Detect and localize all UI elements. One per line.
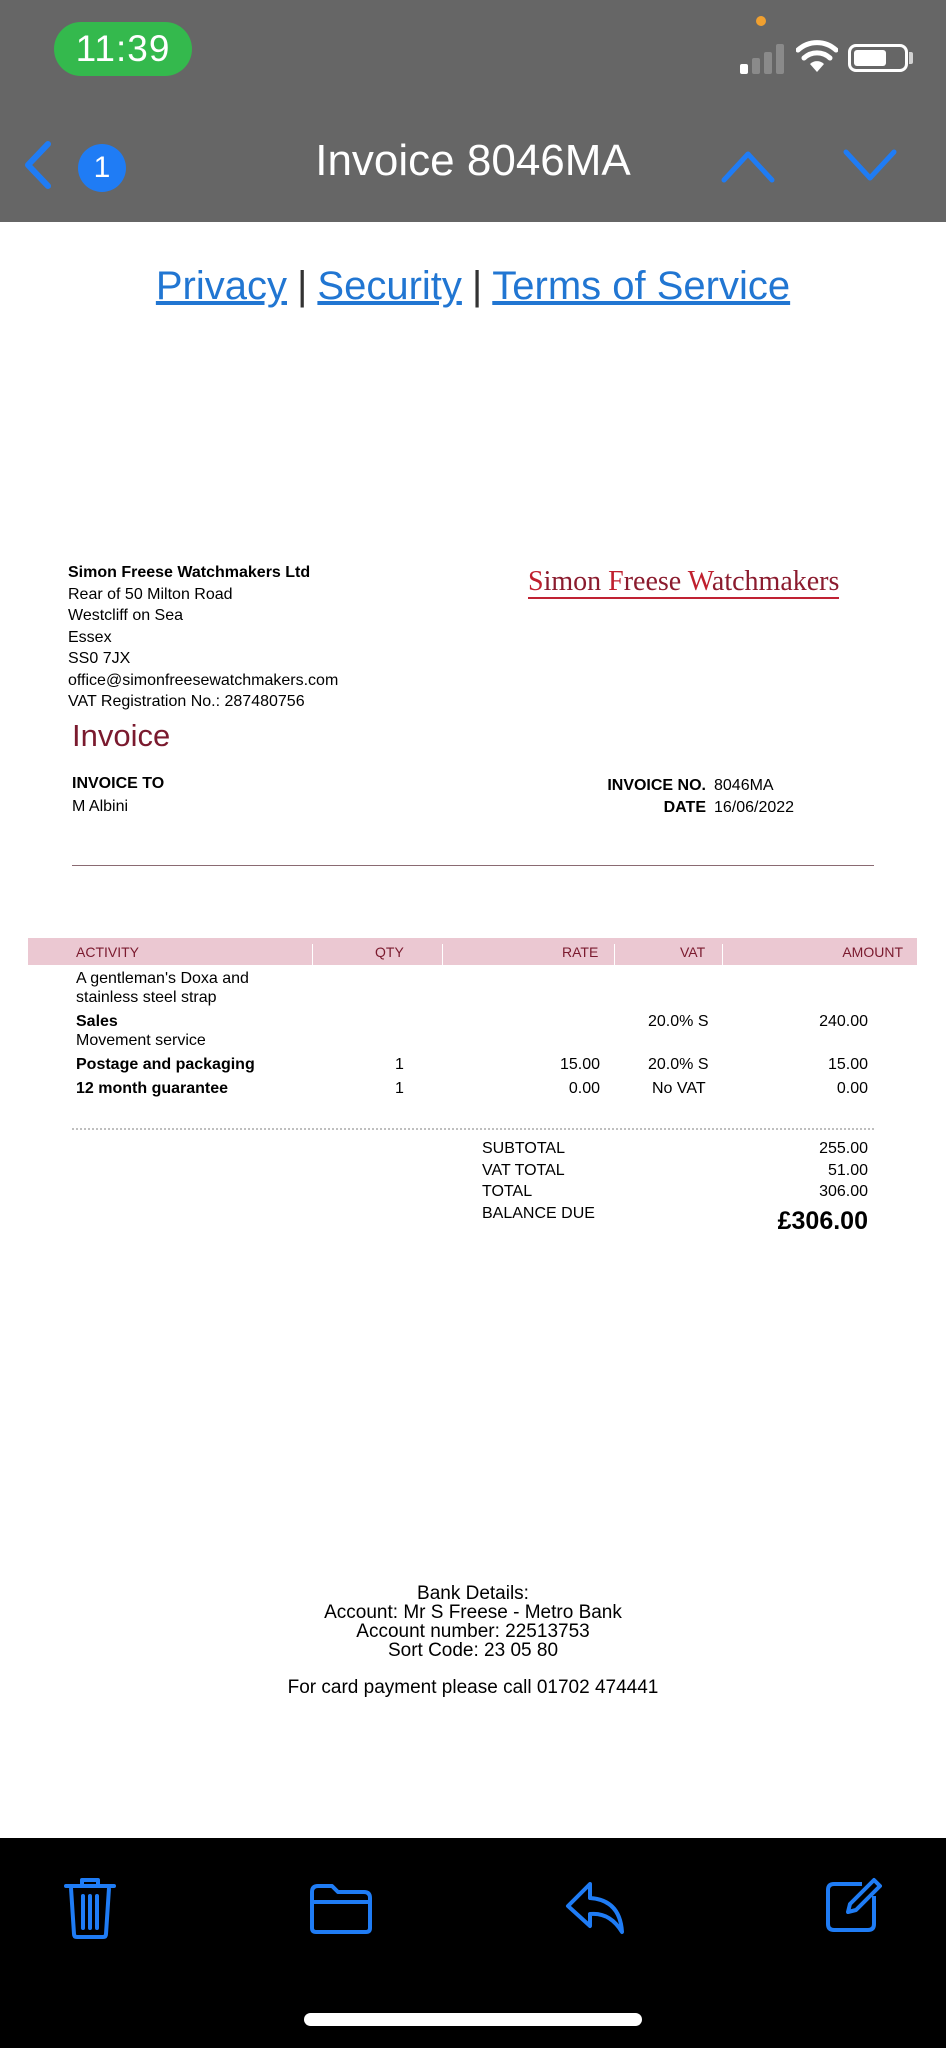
item-rate: 0.00 — [568, 1080, 600, 1097]
invoice-to-label: INVOICE TO — [72, 775, 165, 792]
home-indicator[interactable] — [304, 2013, 642, 2026]
item-description: Movement service — [76, 1032, 206, 1049]
wifi-icon — [796, 40, 838, 74]
company-details — [68, 562, 338, 713]
totals-block — [482, 1140, 868, 1235]
company-email[interactable]: office@simonfreesewatchmakers.com — [68, 671, 339, 689]
dotted-divider — [72, 1128, 874, 1130]
address-line: Westcliff on Sea — [68, 607, 184, 624]
vat-total-label: VAT TOTAL — [482, 1161, 565, 1179]
bank-account-number: Account number: 22513753 — [356, 1621, 590, 1642]
invoice-to-value: M Albini — [72, 798, 129, 815]
column-header-rate: RATE — [562, 944, 599, 960]
invoice-heading: Invoice — [72, 718, 171, 753]
bank-account: Account: Mr S Freese - Metro Bank — [324, 1602, 622, 1623]
company-name: Simon Freese Watchmakers Ltd — [68, 564, 311, 581]
invoice-date-value: 16/06/2022 — [714, 799, 795, 816]
balance-due-label: BALANCE DUE — [482, 1204, 595, 1222]
vat-registration: VAT Registration No.: 287480756 — [68, 693, 305, 710]
table-header — [28, 938, 917, 965]
invoice-number-value: 8046MA — [714, 777, 774, 794]
terms-of-service-link[interactable]: Terms of Service — [492, 264, 791, 308]
item-rate: 15.00 — [559, 1056, 600, 1073]
vat-total-value: 51.00 — [827, 1161, 868, 1179]
bank-sort-code: Sort Code: 23 05 80 — [387, 1640, 559, 1661]
item-qty: 1 — [395, 1056, 404, 1073]
cellular-signal-icon — [740, 44, 786, 74]
address-line: SS0 7JX — [68, 650, 131, 667]
total-label: TOTAL — [482, 1183, 533, 1200]
item-vat: 20.0% S — [648, 1056, 709, 1073]
address-line: Essex — [68, 628, 112, 646]
column-header-amount: AMOUNT — [842, 944, 903, 960]
item-amount: 0.00 — [836, 1080, 868, 1097]
item-activity: 12 month guarantee — [76, 1080, 229, 1097]
message-title: Invoice 8046MA — [315, 136, 631, 185]
item-vat: 20.0% S — [648, 1013, 709, 1030]
column-header-vat: VAT — [680, 944, 706, 960]
folder-icon[interactable] — [308, 1882, 374, 1936]
battery-icon — [848, 44, 908, 72]
item-qty: 1 — [395, 1080, 404, 1097]
total-value: 306.00 — [819, 1183, 868, 1200]
invoice-date-label: DATE — [663, 799, 706, 816]
balance-due-value: £306.00 — [777, 1206, 868, 1235]
invoice-meta — [600, 775, 794, 819]
reply-icon[interactable] — [564, 1880, 628, 1936]
footer-links — [0, 264, 946, 309]
trash-icon[interactable] — [62, 1876, 118, 1940]
status-time: 11:39 — [54, 22, 192, 76]
address-line: Rear of 50 Milton Road — [68, 585, 233, 603]
item-activity: Sales — [76, 1013, 118, 1030]
message-count-badge[interactable]: 1 — [78, 144, 126, 192]
security-link[interactable]: Security — [317, 264, 462, 308]
bank-details — [0, 1584, 946, 1660]
item-description: A gentleman's Doxa and — [76, 970, 249, 987]
invoice-number-label: INVOICE NO. — [607, 777, 706, 794]
battery-tip — [909, 52, 913, 64]
subtotal-label: SUBTOTAL — [482, 1140, 565, 1157]
privacy-indicator-dot — [756, 16, 766, 26]
compose-icon[interactable] — [824, 1874, 882, 1934]
chevron-down-icon[interactable] — [842, 146, 898, 186]
card-payment-note: For card payment please call 01702 474441 — [287, 1677, 659, 1698]
bank-heading: Bank Details: — [417, 1583, 529, 1604]
chevron-up-icon[interactable] — [720, 146, 776, 186]
top-header — [0, 0, 946, 222]
item-amount: 15.00 — [827, 1056, 868, 1073]
item-vat: No VAT — [652, 1080, 706, 1097]
item-description: stainless steel strap — [76, 989, 217, 1006]
link-separator: | — [297, 264, 308, 308]
item-amount: 240.00 — [819, 1013, 868, 1030]
privacy-link[interactable]: Privacy — [155, 264, 287, 308]
link-separator: | — [471, 264, 483, 308]
subtotal-value: 255.00 — [819, 1140, 868, 1157]
item-activity: Postage and packaging — [76, 1056, 255, 1073]
divider — [72, 865, 874, 866]
column-header-activity: ACTIVITY — [76, 944, 140, 960]
column-header-qty: QTY — [375, 944, 404, 960]
company-logo: Simon Freese Watchmakers — [528, 566, 840, 597]
